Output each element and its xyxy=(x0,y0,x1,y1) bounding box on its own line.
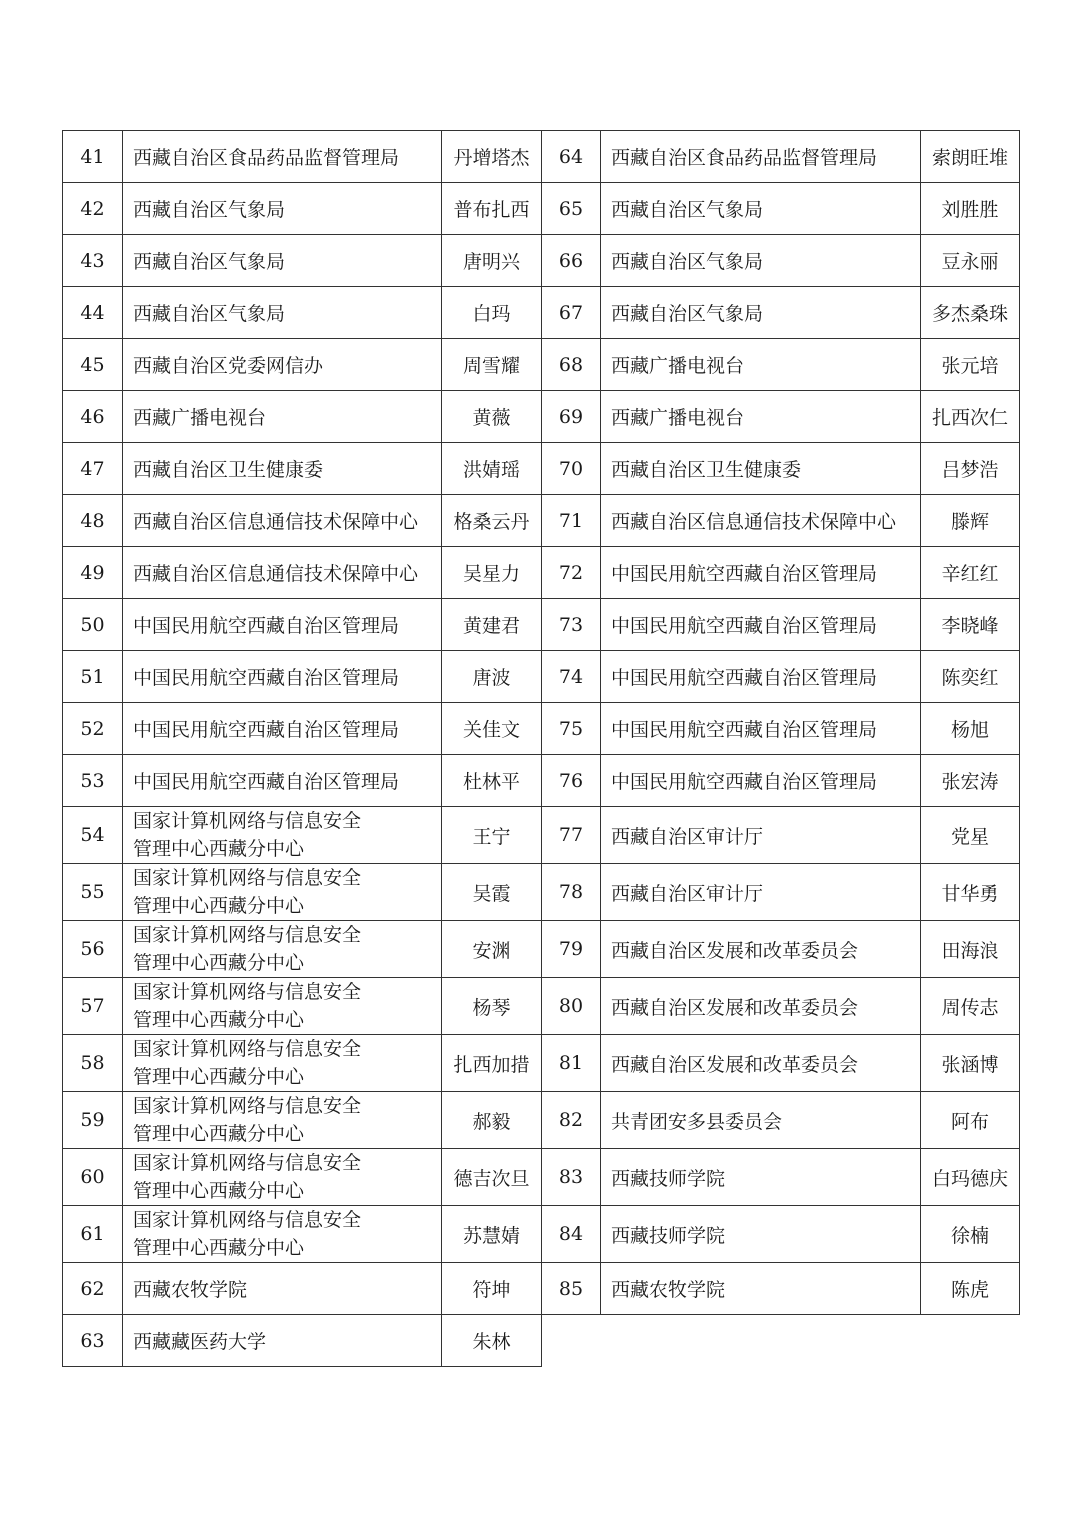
person-name: 扎西加措 xyxy=(442,1035,542,1092)
person-name: 关佳文 xyxy=(442,703,542,755)
person-name: 张宏涛 xyxy=(921,755,1020,807)
organization-name: 西藏自治区卫生健康委 xyxy=(133,459,324,481)
entry-number: 51 xyxy=(63,651,123,703)
entry-number: 65 xyxy=(542,183,601,235)
organization-name: 西藏自治区发展和改革委员会 xyxy=(611,996,859,1019)
entry-number: 68 xyxy=(542,339,601,391)
person-name: 周传志 xyxy=(921,978,1020,1035)
entry-number: 44 xyxy=(63,287,123,339)
organization-cell xyxy=(601,978,921,1035)
organization-cell xyxy=(123,1035,442,1092)
organization-name: 西藏自治区发展和改革委员会 xyxy=(611,1053,859,1076)
entry-number: 63 xyxy=(63,1315,123,1367)
organization-cell xyxy=(123,807,442,864)
organization-name: 西藏自治区党委网信办 xyxy=(133,355,324,377)
entry-number: 84 xyxy=(542,1206,601,1263)
organization-cell xyxy=(123,651,442,703)
organization-cell xyxy=(123,235,442,287)
table-row xyxy=(63,235,1020,287)
organization-cell xyxy=(601,443,921,495)
entry-number: 54 xyxy=(63,807,123,864)
person-name: 朱林 xyxy=(442,1315,542,1367)
organization-cell xyxy=(123,495,442,547)
entry-number: 58 xyxy=(63,1035,123,1092)
organization-name: 国家计算机网络与信息安全 xyxy=(133,924,362,946)
table-row xyxy=(63,1263,1020,1315)
organization-name: 西藏自治区气象局 xyxy=(133,303,286,325)
person-name: 普布扎西 xyxy=(442,183,542,235)
person-name: 白玛德庆 xyxy=(921,1149,1020,1206)
entry-number: 55 xyxy=(63,864,123,921)
organization-cell xyxy=(123,1206,442,1263)
table-row xyxy=(63,1035,1020,1092)
organization-name: 西藏广播电视台 xyxy=(611,407,745,429)
organization-cell xyxy=(601,1092,921,1149)
organization-cell xyxy=(601,339,921,391)
entry-number: 49 xyxy=(63,547,123,599)
entry-number: 60 xyxy=(63,1149,123,1206)
organization-name: 西藏自治区审计厅 xyxy=(611,825,764,848)
entry-number: 69 xyxy=(542,391,601,443)
table-row xyxy=(63,183,1020,235)
table-row xyxy=(63,1315,1020,1367)
table-row xyxy=(63,339,1020,391)
organization-name: 西藏农牧学院 xyxy=(611,1279,726,1301)
organization-name: 管理中心西藏分中心 xyxy=(133,1066,305,1088)
entry-number: 70 xyxy=(542,443,601,495)
entry-number: 46 xyxy=(63,391,123,443)
organization-name: 西藏自治区信息通信技术保障中心 xyxy=(133,563,419,585)
entry-number: 81 xyxy=(542,1035,601,1092)
organization-name: 中国民用航空西藏自治区管理局 xyxy=(611,615,878,637)
person-name: 洪婧瑶 xyxy=(442,443,542,495)
organization-cell xyxy=(123,1092,442,1149)
organization-name: 中国民用航空西藏自治区管理局 xyxy=(133,771,400,793)
organization-name: 管理中心西藏分中心 xyxy=(133,1123,305,1145)
entry-number: 77 xyxy=(542,807,601,864)
person-name: 杨旭 xyxy=(921,703,1020,755)
person-name: 吕梦浩 xyxy=(921,443,1020,495)
person-name: 李晓峰 xyxy=(921,599,1020,651)
organization-cell xyxy=(601,807,921,864)
organization-name: 西藏技师学院 xyxy=(611,1224,726,1247)
organization-name: 中国民用航空西藏自治区管理局 xyxy=(611,719,878,741)
organization-name: 西藏自治区食品药品监督管理局 xyxy=(611,147,878,169)
roster-table xyxy=(62,130,1020,1367)
person-name: 田海浪 xyxy=(921,921,1020,978)
person-name: 德吉次旦 xyxy=(442,1149,542,1206)
organization-cell xyxy=(123,443,442,495)
organization-cell xyxy=(601,1263,921,1315)
person-name: 周雪耀 xyxy=(442,339,542,391)
entry-number: 78 xyxy=(542,864,601,921)
organization-cell xyxy=(601,864,921,921)
table-row xyxy=(63,131,1020,183)
organization-name: 西藏自治区卫生健康委 xyxy=(611,459,802,481)
organization-name: 西藏广播电视台 xyxy=(133,407,267,429)
table-row xyxy=(63,978,1020,1035)
person-name: 吴霞 xyxy=(442,864,542,921)
entry-number: 41 xyxy=(63,131,123,183)
organization-name: 中国民用航空西藏自治区管理局 xyxy=(133,667,400,689)
organization-name: 西藏自治区气象局 xyxy=(133,199,286,221)
person-name: 张元培 xyxy=(921,339,1020,391)
organization-cell xyxy=(601,495,921,547)
entry-number: 66 xyxy=(542,235,601,287)
table-row xyxy=(63,921,1020,978)
organization-name: 西藏藏医药大学 xyxy=(133,1331,267,1353)
organization-cell xyxy=(601,921,921,978)
entry-number: 82 xyxy=(542,1092,601,1149)
entry-number: 79 xyxy=(542,921,601,978)
organization-name: 西藏自治区审计厅 xyxy=(611,882,764,905)
person-name: 杨琴 xyxy=(442,978,542,1035)
person-name: 徐楠 xyxy=(921,1206,1020,1263)
organization-name: 中国民用航空西藏自治区管理局 xyxy=(133,615,400,637)
entry-number: 56 xyxy=(63,921,123,978)
entry-number: 62 xyxy=(63,1263,123,1315)
organization-cell xyxy=(123,339,442,391)
organization-name: 国家计算机网络与信息安全 xyxy=(133,1038,362,1060)
person-name: 唐明兴 xyxy=(442,235,542,287)
person-name: 符坤 xyxy=(442,1263,542,1315)
organization-name: 西藏自治区气象局 xyxy=(611,303,764,325)
table-row xyxy=(63,391,1020,443)
person-name: 多杰桑珠 xyxy=(921,287,1020,339)
organization-name: 共青团安多县委员会 xyxy=(611,1110,783,1133)
organization-name: 西藏技师学院 xyxy=(611,1167,726,1190)
person-name: 滕辉 xyxy=(921,495,1020,547)
organization-cell xyxy=(123,1149,442,1206)
organization-cell xyxy=(601,235,921,287)
organization-name: 中国民用航空西藏自治区管理局 xyxy=(133,719,400,741)
person-name: 黄薇 xyxy=(442,391,542,443)
organization-cell xyxy=(601,651,921,703)
table-row xyxy=(63,864,1020,921)
organization-cell xyxy=(123,1315,442,1367)
organization-cell xyxy=(601,1035,921,1092)
person-name: 索朗旺堆 xyxy=(921,131,1020,183)
entry-number: 73 xyxy=(542,599,601,651)
entry-number: 75 xyxy=(542,703,601,755)
person-name: 辛红红 xyxy=(921,547,1020,599)
person-name: 吴星力 xyxy=(442,547,542,599)
organization-name: 西藏自治区信息通信技术保障中心 xyxy=(611,511,897,533)
organization-name: 中国民用航空西藏自治区管理局 xyxy=(611,667,878,689)
organization-name: 管理中心西藏分中心 xyxy=(133,1180,305,1202)
organization-cell xyxy=(123,391,442,443)
entry-number: 48 xyxy=(63,495,123,547)
person-name: 黄建君 xyxy=(442,599,542,651)
organization-name: 国家计算机网络与信息安全 xyxy=(133,981,362,1003)
entry-number: 50 xyxy=(63,599,123,651)
organization-name: 西藏广播电视台 xyxy=(611,355,745,377)
organization-name: 西藏自治区信息通信技术保障中心 xyxy=(133,511,419,533)
table-row xyxy=(63,1092,1020,1149)
table-row xyxy=(63,287,1020,339)
organization-name: 国家计算机网络与信息安全 xyxy=(133,1209,362,1231)
entry-number: 85 xyxy=(542,1263,601,1315)
table-row xyxy=(63,1206,1020,1263)
person-name: 白玛 xyxy=(442,287,542,339)
entry-number: 43 xyxy=(63,235,123,287)
table-row xyxy=(63,755,1020,807)
organization-cell xyxy=(123,978,442,1035)
organization-cell xyxy=(123,599,442,651)
organization-cell xyxy=(601,1206,921,1263)
entry-number: 61 xyxy=(63,1206,123,1263)
person-name: 安渊 xyxy=(442,921,542,978)
organization-name: 西藏自治区气象局 xyxy=(611,251,764,273)
organization-name: 国家计算机网络与信息安全 xyxy=(133,1095,362,1117)
organization-name: 西藏自治区发展和改革委员会 xyxy=(611,939,859,962)
entry-number: 53 xyxy=(63,755,123,807)
person-name: 王宁 xyxy=(442,807,542,864)
entry-number: 76 xyxy=(542,755,601,807)
organization-name: 中国民用航空西藏自治区管理局 xyxy=(611,771,878,793)
organization-cell xyxy=(601,703,921,755)
organization-name: 国家计算机网络与信息安全 xyxy=(133,810,362,832)
entry-number: 52 xyxy=(63,703,123,755)
organization-name: 管理中心西藏分中心 xyxy=(133,1009,305,1031)
person-name: 格桑云丹 xyxy=(442,495,542,547)
table-row xyxy=(63,599,1020,651)
organization-cell xyxy=(123,183,442,235)
organization-cell xyxy=(123,703,442,755)
table-row xyxy=(63,807,1020,864)
roster-body xyxy=(63,131,1020,1367)
person-name: 苏慧婧 xyxy=(442,1206,542,1263)
person-name: 刘胜胜 xyxy=(921,183,1020,235)
organization-name: 管理中心西藏分中心 xyxy=(133,895,305,917)
table-row xyxy=(63,1149,1020,1206)
table-row xyxy=(63,495,1020,547)
organization-name: 管理中心西藏分中心 xyxy=(133,838,305,860)
organization-name: 国家计算机网络与信息安全 xyxy=(133,1152,362,1174)
entry-number: 57 xyxy=(63,978,123,1035)
entry-number: 83 xyxy=(542,1149,601,1206)
person-name: 陈虎 xyxy=(921,1263,1020,1315)
entry-number: 74 xyxy=(542,651,601,703)
person-name: 甘华勇 xyxy=(921,864,1020,921)
organization-cell xyxy=(123,287,442,339)
person-name: 杜林平 xyxy=(442,755,542,807)
organization-name: 西藏自治区气象局 xyxy=(611,199,764,221)
organization-cell xyxy=(123,547,442,599)
organization-cell xyxy=(601,287,921,339)
organization-cell xyxy=(123,921,442,978)
person-name: 陈奕红 xyxy=(921,651,1020,703)
person-name: 扎西次仁 xyxy=(921,391,1020,443)
organization-name: 西藏自治区气象局 xyxy=(133,251,286,273)
organization-cell xyxy=(123,755,442,807)
organization-name: 管理中心西藏分中心 xyxy=(133,952,305,974)
entry-number: 42 xyxy=(63,183,123,235)
person-name: 豆永丽 xyxy=(921,235,1020,287)
organization-name: 西藏农牧学院 xyxy=(133,1279,248,1301)
entry-number: 64 xyxy=(542,131,601,183)
entry-number: 45 xyxy=(63,339,123,391)
organization-cell xyxy=(123,131,442,183)
table-row xyxy=(63,651,1020,703)
organization-cell xyxy=(601,599,921,651)
entry-number: 72 xyxy=(542,547,601,599)
person-name: 郝毅 xyxy=(442,1092,542,1149)
organization-name: 西藏自治区食品药品监督管理局 xyxy=(133,147,400,169)
organization-cell xyxy=(123,864,442,921)
entry-number: 47 xyxy=(63,443,123,495)
person-name: 唐波 xyxy=(442,651,542,703)
table-row xyxy=(63,547,1020,599)
person-name: 丹增塔杰 xyxy=(442,131,542,183)
organization-cell xyxy=(601,391,921,443)
person-name: 阿布 xyxy=(921,1092,1020,1149)
organization-name: 国家计算机网络与信息安全 xyxy=(133,867,362,889)
organization-cell xyxy=(601,755,921,807)
organization-cell xyxy=(601,1149,921,1206)
person-name: 党星 xyxy=(921,807,1020,864)
organization-name: 中国民用航空西藏自治区管理局 xyxy=(611,563,878,585)
organization-cell xyxy=(123,1263,442,1315)
entry-number: 59 xyxy=(63,1092,123,1149)
organization-cell xyxy=(601,547,921,599)
entry-number: 80 xyxy=(542,978,601,1035)
organization-cell xyxy=(601,183,921,235)
table-row xyxy=(63,703,1020,755)
organization-cell xyxy=(601,131,921,183)
empty-cell xyxy=(542,1315,1020,1367)
organization-name: 管理中心西藏分中心 xyxy=(133,1237,305,1259)
person-name: 张涵博 xyxy=(921,1035,1020,1092)
entry-number: 67 xyxy=(542,287,601,339)
table-row xyxy=(63,443,1020,495)
entry-number: 71 xyxy=(542,495,601,547)
